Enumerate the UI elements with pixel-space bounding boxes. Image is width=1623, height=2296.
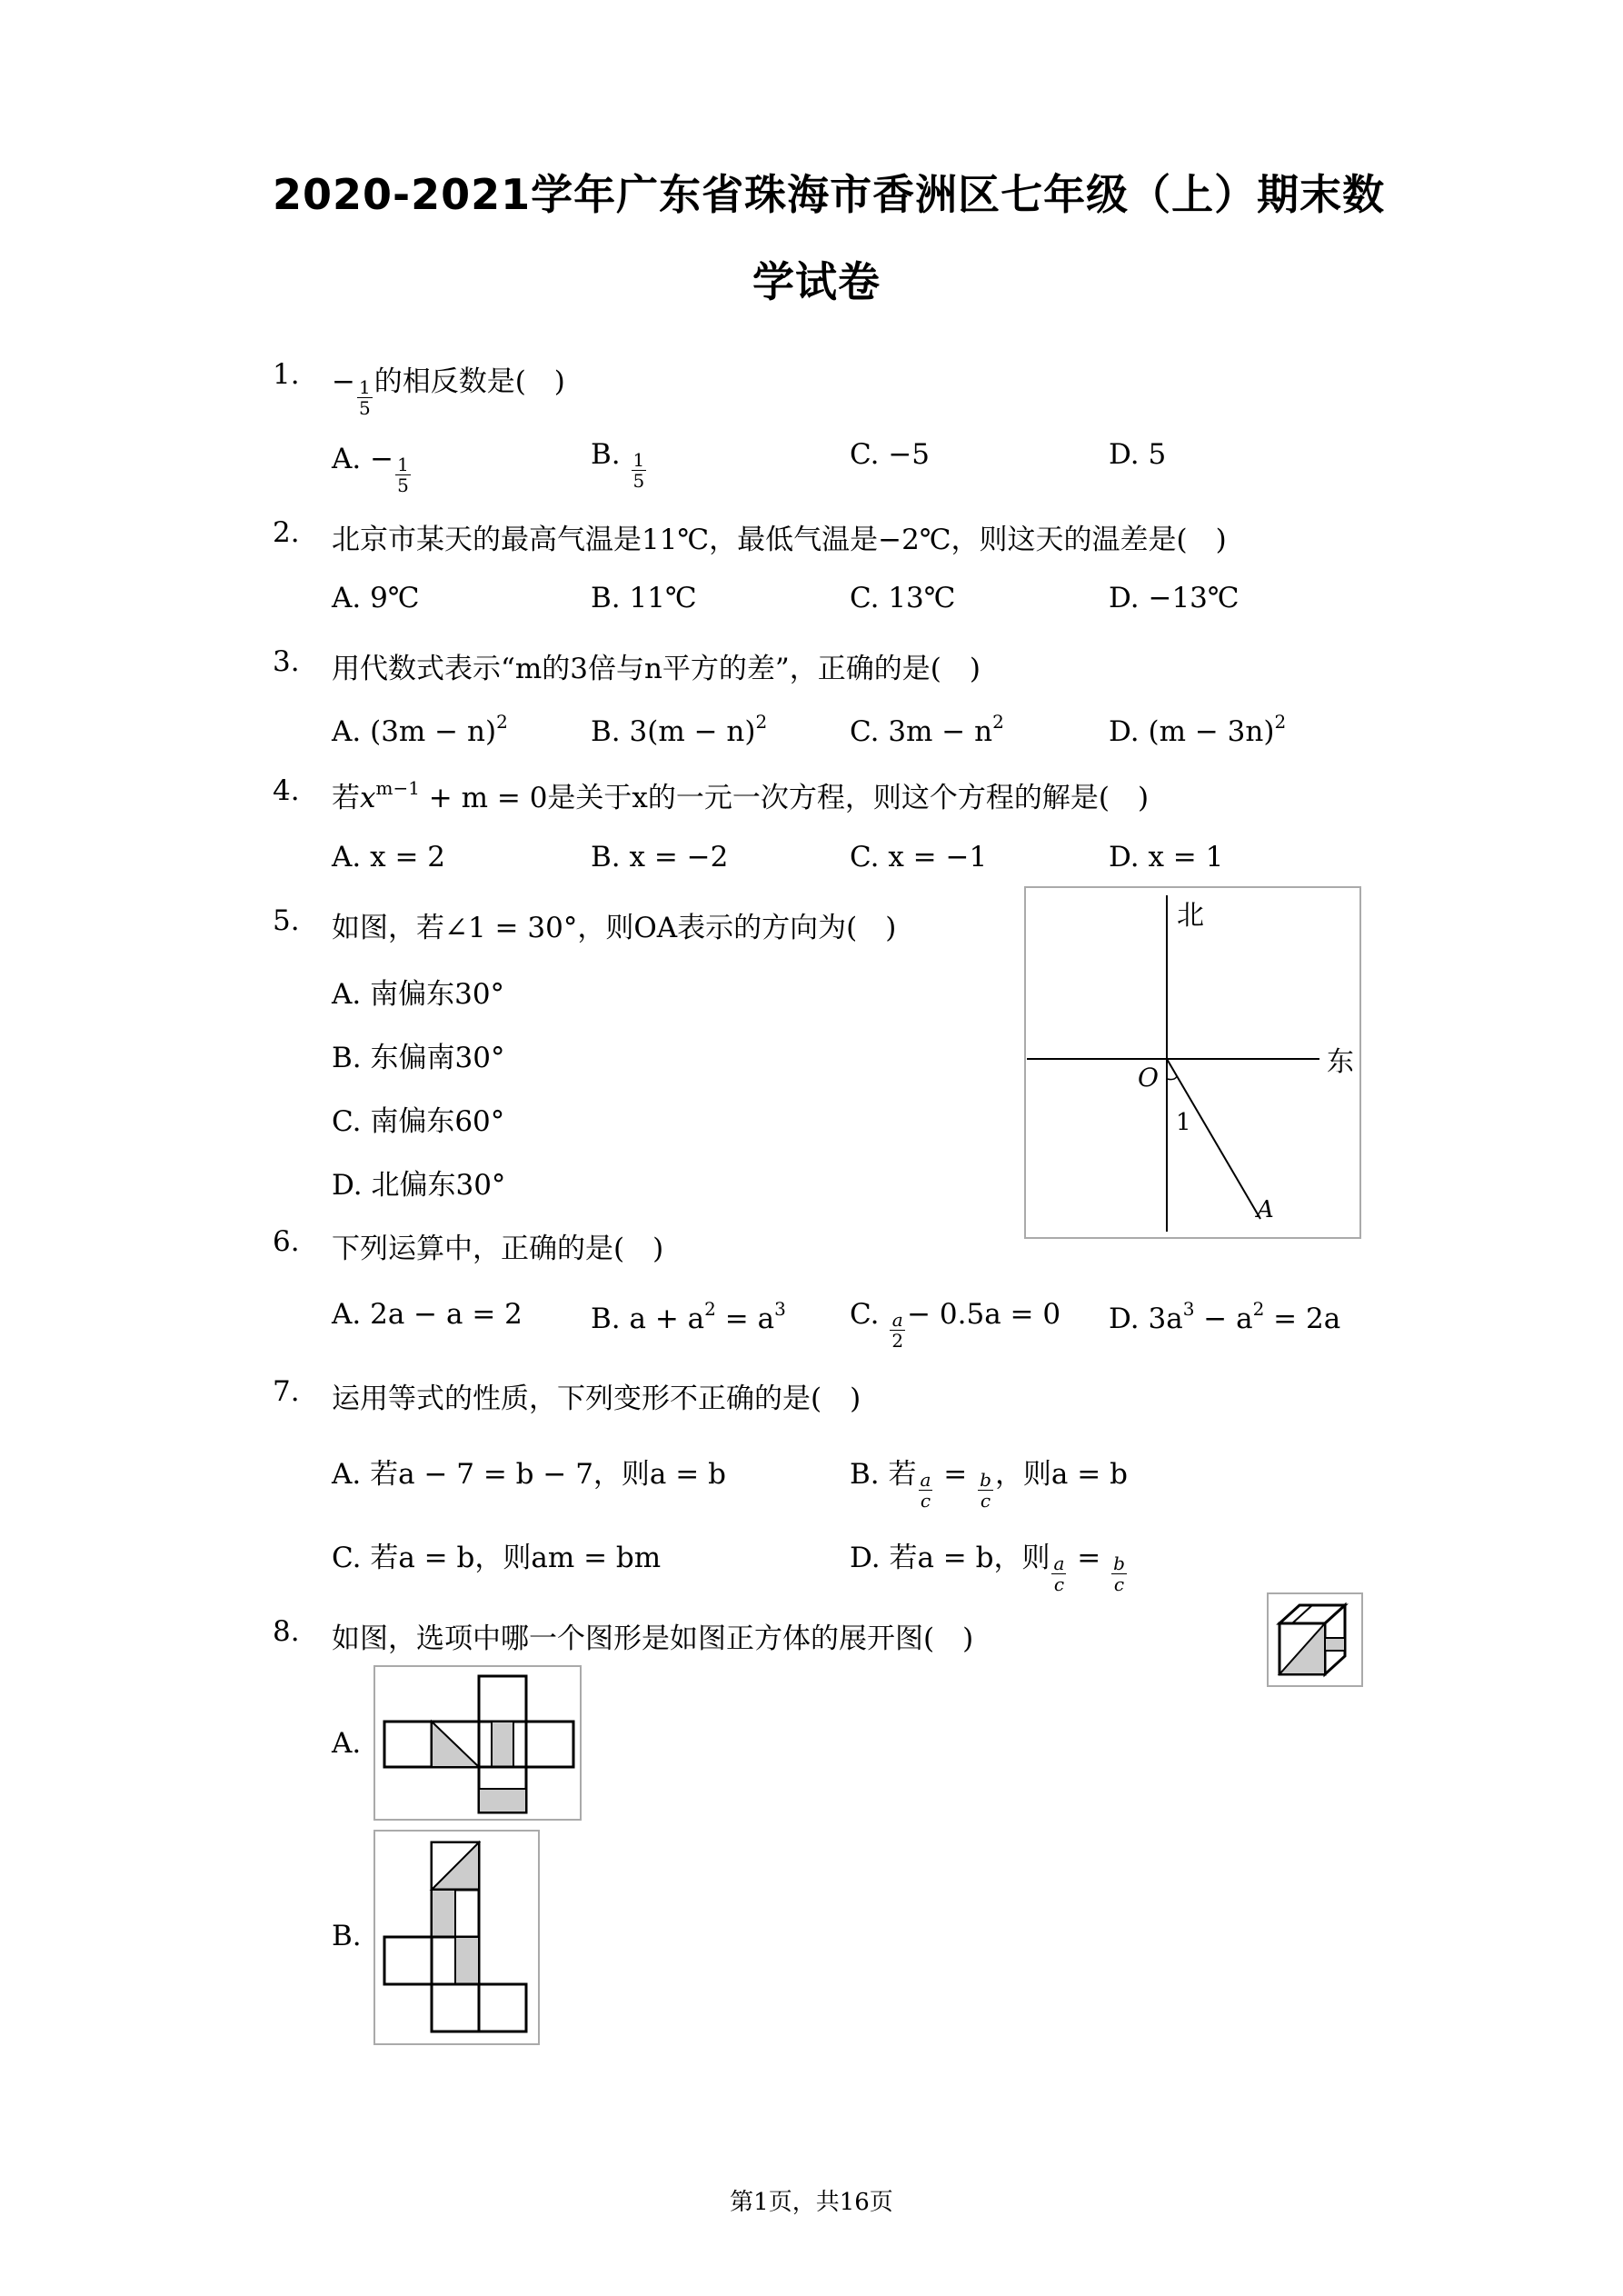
option-d: D. 若a = b，则 $\frac{a}{c}$ = $\frac{b}{c}$ xyxy=(850,1542,1125,1595)
option-a: A. x = 2 xyxy=(332,841,445,873)
question-number: 8. xyxy=(273,1615,300,1648)
fraction: $\frac{1}{5}$ xyxy=(358,376,371,419)
option-b: B. $\frac{1}{5}$ xyxy=(591,438,645,492)
option-a: A. 南偏东30° xyxy=(332,978,505,1011)
question-number: 3. xyxy=(273,645,300,678)
page-title-line2: 学试卷 xyxy=(752,257,881,306)
question-2-stem: 北京市某天的最高气温是11℃，最低气温是−2℃，则这天的温差是( ) xyxy=(332,524,1227,556)
option-d: D. −13℃ xyxy=(1109,582,1240,614)
shaded-strip xyxy=(1325,1638,1345,1651)
net-option-a xyxy=(373,1665,582,1821)
option-c: C. 南偏东60° xyxy=(332,1105,505,1138)
question-5-stem: 如图，若∠1 = 30°，则OA表示的方向为( ) xyxy=(332,912,897,944)
option-a: A. xyxy=(332,1727,362,1760)
option-c: C. −5 xyxy=(850,438,931,471)
option-b: B. 11℃ xyxy=(591,582,697,614)
question-4-stem: 若$x^{m-1} + m = 0$是关于x的一元一次方程，则这个方程的解是( ) xyxy=(332,777,1150,814)
question-7-stem: 运用等式的性质，下列变形不正确的是( ) xyxy=(332,1383,861,1415)
origin-label: O xyxy=(1138,1063,1159,1093)
question-number: 7. xyxy=(273,1375,300,1408)
option-b: B. 若 $\frac{a}{c}$ = $\frac{b}{c}$ ，则a = b xyxy=(850,1458,1128,1512)
angle-label: 1 xyxy=(1176,1109,1191,1136)
option-d: D. 北偏东30° xyxy=(332,1169,506,1202)
north-label: 北 xyxy=(1177,900,1204,932)
option-a: A. 2a − a = 2 xyxy=(332,1298,523,1331)
direction-diagram xyxy=(1024,886,1361,1239)
option-c: C. x = −1 xyxy=(850,841,988,873)
net-option-b xyxy=(373,1830,540,2045)
option-b: B. $3(m - n)^2$ xyxy=(591,711,768,748)
option-a: A. 若a − 7 = b − 7，则a = b xyxy=(332,1458,726,1491)
question-number: 4. xyxy=(273,774,300,807)
option-a: A. 9℃ xyxy=(332,582,420,614)
option-c: C. $\frac{a}{2}$ − 0.5a = 0 xyxy=(850,1298,1061,1352)
page-footer: 第1页，共16页 xyxy=(730,2189,893,2216)
option-d: D. $(m - 3n)^2$ xyxy=(1109,711,1287,748)
question-number: 1. xyxy=(273,358,300,391)
question-8-stem: 如图，选项中哪一个图形是如图正方体的展开图( ) xyxy=(332,1622,974,1655)
option-a: A. − $\frac{1}{5}$ xyxy=(332,443,409,496)
question-3-stem: 用代数式表示“m的3倍与n平方的差”，正确的是( ) xyxy=(332,653,981,685)
point-a-label: A xyxy=(1257,1196,1274,1223)
question-6-stem: 下列运算中，正确的是( ) xyxy=(332,1233,664,1265)
option-d: D. x = 1 xyxy=(1109,841,1224,873)
option-b: B. 东偏南30° xyxy=(332,1042,505,1074)
east-label: 东 xyxy=(1327,1046,1354,1078)
option-b: B. x = −2 xyxy=(591,841,729,873)
option-c: C. 13℃ xyxy=(850,582,956,614)
option-d: D. $3a^3 - a^2 = 2a$ xyxy=(1109,1298,1341,1335)
question-1-stem: − $\frac{1}{5}$ 的相反数是( ) xyxy=(332,365,565,419)
option-c: C. 若a = b，则am = bm xyxy=(332,1542,662,1574)
cube-figure xyxy=(1267,1592,1363,1687)
diagram-frame xyxy=(1025,887,1360,1238)
page-title-line1: 2020-2021学年广东省珠海市香洲区七年级（上）期末数 xyxy=(273,170,1386,219)
option-c: C. $3m - n^2$ xyxy=(850,711,1004,748)
option-b: B. xyxy=(332,1920,362,1952)
option-a: A. $(3m - n)^2$ xyxy=(332,711,508,748)
question-number: 2. xyxy=(273,516,300,549)
question-number: 5. xyxy=(273,904,300,937)
option-d: D. 5 xyxy=(1109,438,1167,471)
question-number: 6. xyxy=(273,1225,300,1258)
option-b: B. $a + a^2 = a^3$ xyxy=(591,1298,786,1335)
